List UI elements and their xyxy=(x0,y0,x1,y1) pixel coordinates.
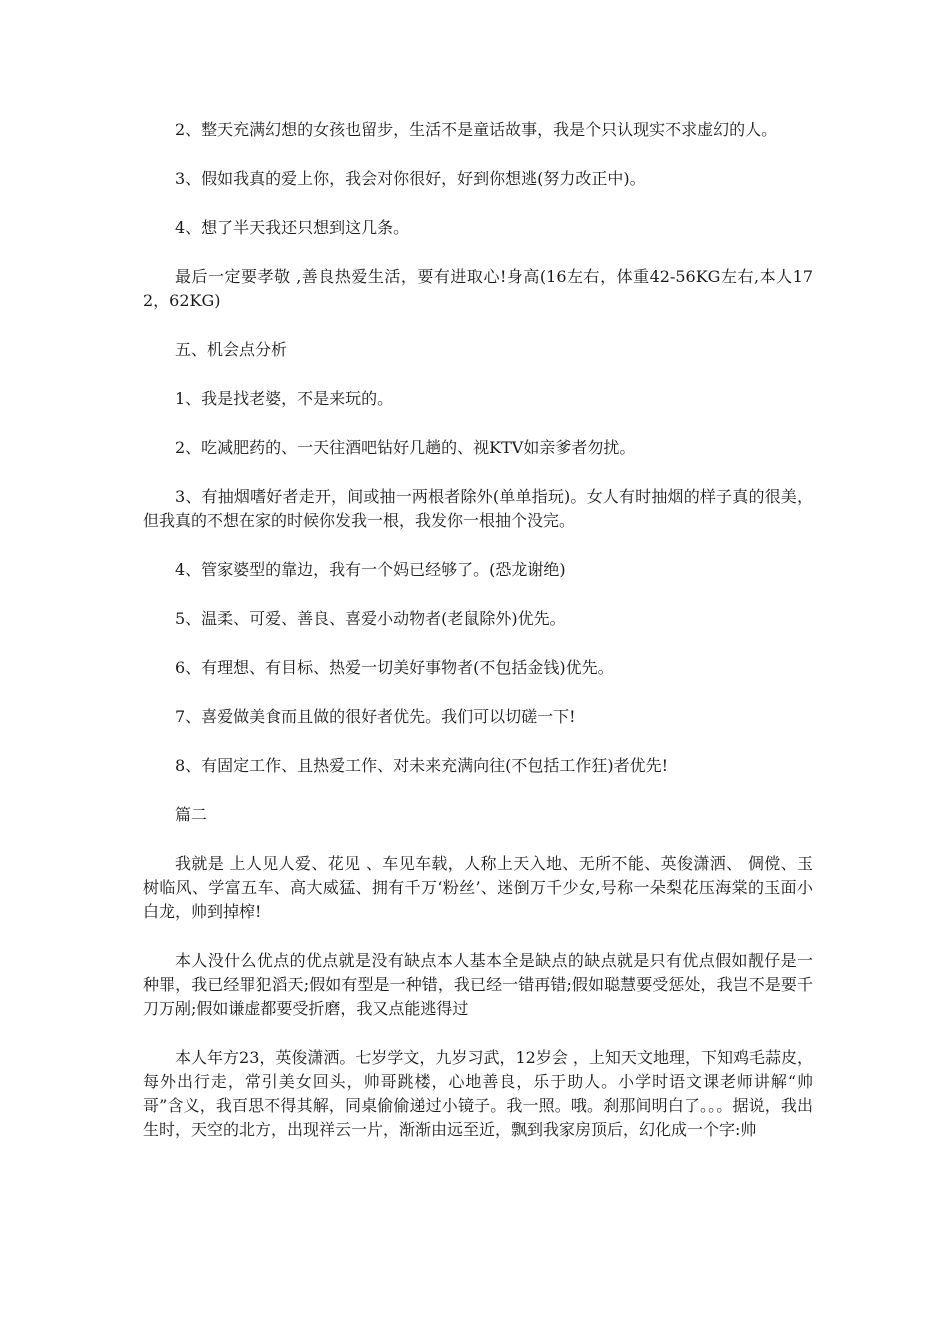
paragraph: 5、温柔、可爱、善良、喜爱小动物者(老鼠除外)优先。 xyxy=(175,609,566,628)
paragraph: 我就是 上人见人爱、花见 、车见车载，人称上天入地、无所不能、英俊潇洒、 倜傥、玉树临风、学富五车、高大威猛、拥有千万‘粉丝’、迷倒万千少女,号称一朵梨花压海棠的玉面小白龙，帅到掉榨! xyxy=(143,854,813,921)
paragraph: 2、吃减肥药的、一天往酒吧钻好几趟的、视KTV如亲爹者勿扰。 xyxy=(175,438,636,457)
paragraph: 本人年方23，英俊潇洒。七岁学文，九岁习武，12岁会 ，上知天文地理，下知鸡毛蒜皮，每外出行走，常引美女回头，帅哥跳楼，心地善良，乐于助人。小学时语文课老师讲解“帅哥”含义，我百思不得其解，同桌偷偷递过小镜子。我一照。哦。刹那间明白了。。。据说，我出生时，天空的北方，出现祥云一片，渐渐由远至近，飘到我家房顶后，幻化成一个字:帅 xyxy=(143,1048,813,1139)
paragraph: 2、整天充满幻想的女孩也留步，生活不是童话故事，我是个只认现实不求虚幻的人。 xyxy=(175,120,778,139)
paragraph: 最后一定要孝敬 ,善良热爱生活，要有进取心!身高(16左右，体重42-56KG左右,本人172，62KG) xyxy=(143,267,813,310)
paragraph: 8、有固定工作、且热爱工作、对未来充满向往(不包括工作狂)者优先! xyxy=(175,756,669,775)
section-heading: 篇二 xyxy=(175,805,208,824)
paragraph: 7、喜爱做美食而且做的很好者优先。我们可以切磋一下! xyxy=(175,707,576,726)
paragraph: 4、管家婆型的靠边，我有一个妈已经够了。(恐龙谢绝) xyxy=(175,560,566,579)
paragraph: 本人没什么优点的优点就是没有缺点本人基本全是缺点的缺点就是只有优点假如靓仔是一种罪，我已经罪犯滔天;假如有型是一种错，我已经一错再错;假如聪慧要受惩处，我岂不是要千刀万剐;假如谦虚都要受折磨，我又点能逃得过 xyxy=(143,951,813,1018)
paragraph: 3、有抽烟嗜好者走开，间或抽一两根者除外(单单指玩)。女人有时抽烟的样子真的很美，但我真的不想在家的时候你发我一根，我发你一根抽个没完。 xyxy=(143,487,813,530)
paragraph: 6、有理想、有目标、热爱一切美好事物者(不包括金钱)优先。 xyxy=(175,658,614,677)
section-heading: 五、机会点分析 xyxy=(175,340,288,359)
document-body xyxy=(143,118,813,1167)
paragraph: 3、假如我真的爱上你，我会对你很好，好到你想逃(努力改正中)。 xyxy=(175,169,646,188)
paragraph: 4、想了半天我还只想到这几条。 xyxy=(175,218,410,237)
paragraph: 1、我是找老婆，不是来玩的。 xyxy=(175,389,394,408)
